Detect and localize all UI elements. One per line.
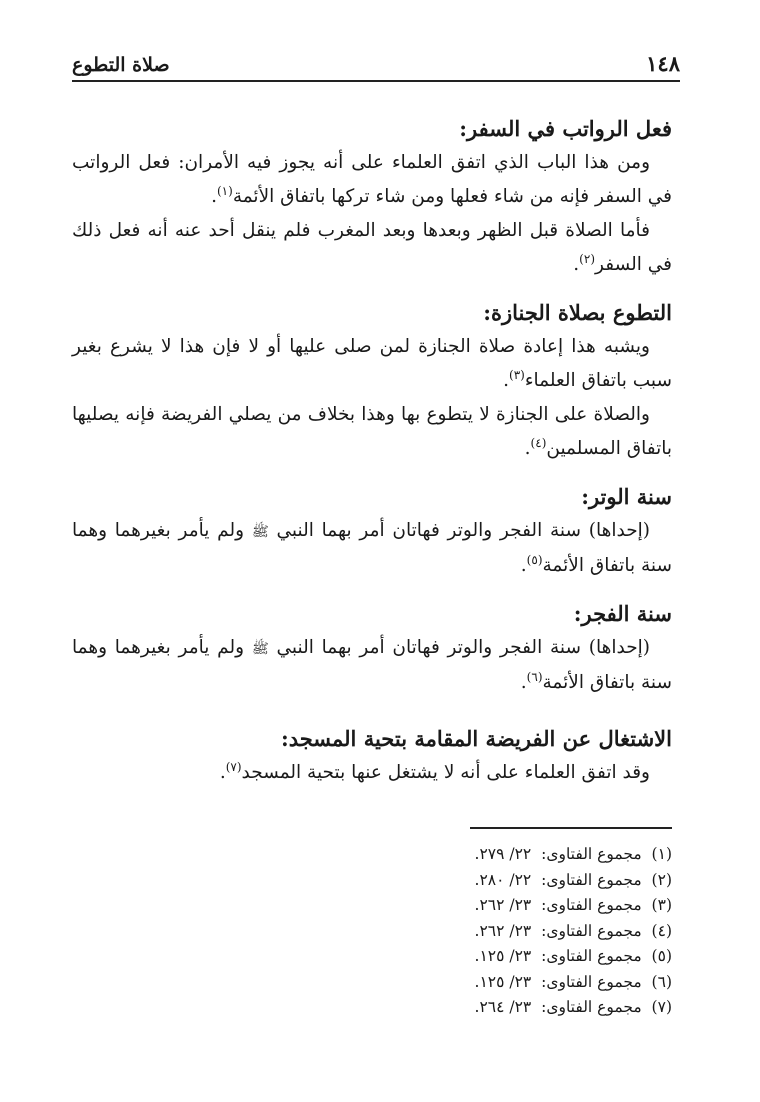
footnote-source: مجموع الفتاوى: bbox=[541, 947, 642, 965]
footnote-divider bbox=[470, 827, 672, 829]
paragraph-text: ولم يأمر بغيرهما وهما سنة باتفاق الأئمة bbox=[72, 520, 672, 576]
page-number: ١٤٨ bbox=[646, 51, 680, 76]
footnote-item bbox=[475, 893, 672, 919]
paragraph: فأما الصلاة قبل الظهر وبعدها وبعد المغرب فلم ينقل أحد عنه أنه فعل ذلك في السفر$^{(٢)}$. bbox=[72, 220, 672, 275]
paragraph-text: (إحداها) سنة الفجر والوتر فهاتان أمر بهما النبي bbox=[276, 637, 650, 658]
footnote-source: مجموع الفتاوى: bbox=[541, 845, 642, 863]
footnote-source: مجموع الفتاوى: bbox=[541, 896, 642, 914]
paragraph-text: ولم يأمر بغيرهما وهما سنة باتفاق الأئمة bbox=[72, 637, 672, 693]
footnote-item bbox=[475, 919, 672, 945]
section-tahiyyat-masjid bbox=[72, 722, 672, 790]
running-title: صلاة التطوع bbox=[72, 54, 170, 76]
footnote-marker: (٧) bbox=[225, 760, 242, 774]
body-text bbox=[72, 112, 672, 804]
footnote-marker: (١) bbox=[216, 184, 233, 198]
footnote-reference: ٢٣/ ٢٦٢. bbox=[474, 896, 532, 914]
footnote-number: (٢) bbox=[651, 870, 672, 889]
footnote-reference: ٢٢/ ٢٨٠. bbox=[474, 870, 532, 889]
section-heading: فعل الرواتب في السفر: bbox=[459, 116, 672, 141]
paragraph-text: (إحداها) سنة الفجر والوتر فهاتان أمر بهما النبي bbox=[276, 520, 650, 541]
paragraph-text: والصلاة على الجنازة لا يتطوع بها وهذا بخلاف من يصلي الفريضة فإنه يصليها باتفاق المسلمين bbox=[72, 404, 672, 459]
footnotes-list bbox=[475, 842, 672, 1021]
footnote-number: (٤) bbox=[651, 921, 672, 940]
footnote-marker: (٢) bbox=[579, 252, 595, 266]
paragraph: وقد اتفق العلماء على أنه لا يشتغل عنها بتحية المسجد$^{(٧)}$. bbox=[219, 760, 650, 783]
footnote-source: مجموع الفتاوى: bbox=[541, 921, 642, 940]
footnote-number: (٦) bbox=[651, 972, 672, 991]
section-rawatib-travel bbox=[72, 112, 672, 282]
footnote-reference: ٢٣/ ٢٦٤. bbox=[474, 998, 532, 1016]
footnote-marker: (٤) bbox=[530, 436, 547, 450]
footnote-source: مجموع الفتاوى: bbox=[541, 972, 642, 991]
paragraph: ومن هذا الباب الذي اتفق العلماء على أنه يجوز فيه الأمران: فعل الرواتب في السفر فإنه من شاء فعلها ومن شاء تركها باتفاق الأئمة$^{(١)}$. bbox=[72, 152, 672, 207]
footnote-reference: ٢٣/ ٢٦٢. bbox=[474, 921, 532, 940]
section-witr bbox=[72, 480, 672, 583]
salawat-symbol: ﷺ bbox=[251, 641, 269, 657]
section-heading: الاشتغال عن الفريضة المقامة بتحية المسجد: bbox=[280, 726, 672, 751]
footnote-number: (٣) bbox=[651, 896, 672, 914]
footnote-number: (٧) bbox=[651, 998, 672, 1016]
footnote-number: (١) bbox=[651, 845, 672, 863]
section-heading: سنة الفجر: bbox=[573, 601, 672, 626]
footnote-source: مجموع الفتاوى: bbox=[541, 998, 642, 1016]
footnote-marker: (٥) bbox=[526, 553, 543, 567]
paragraph: (إحداها) سنة الفجر والوتر فهاتان أمر بهما النبي ﷺ ولم يأمر بغيرهما وهما سنة باتفاق الأئمة$^{(٦)}$. bbox=[72, 637, 672, 693]
section-fajr bbox=[72, 597, 672, 700]
salawat-symbol: ﷺ bbox=[251, 524, 269, 540]
footnote-item bbox=[475, 944, 672, 970]
footnote-item bbox=[475, 842, 672, 868]
section-heading: سنة الوتر: bbox=[581, 484, 672, 509]
footnote-marker: (٦) bbox=[526, 670, 543, 684]
paragraph-text: وقد اتفق العلماء على أنه لا يشتغل عنها بتحية المسجد bbox=[241, 762, 650, 783]
footnote-item bbox=[475, 970, 672, 996]
footnote-reference: ٢٣/ ١٢٥. bbox=[474, 947, 532, 965]
footnote-item bbox=[475, 995, 672, 1021]
footnote-marker: (٣) bbox=[509, 368, 525, 382]
footnote-reference: ٢٣/ ١٢٥. bbox=[474, 972, 532, 991]
footnote-item bbox=[475, 868, 672, 894]
paragraph: ويشبه هذا إعادة صلاة الجنازة لمن صلى عليها أو لا فإن هذا لا يشرع بغير سبب باتفاق العلماء$^{(٣)}$. bbox=[72, 336, 672, 391]
section-janazah bbox=[72, 296, 672, 466]
footnote-number: (٥) bbox=[651, 947, 672, 965]
paragraph-text: فأما الصلاة قبل الظهر وبعدها وبعد المغرب فلم ينقل أحد عنه أنه فعل ذلك في السفر bbox=[72, 220, 672, 275]
paragraph: (إحداها) سنة الفجر والوتر فهاتان أمر بهما النبي ﷺ ولم يأمر بغيرهما وهما سنة باتفاق الأئمة$^{(٥)}$. bbox=[72, 520, 672, 576]
section-heading: التطوع بصلاة الجنازة: bbox=[483, 300, 672, 325]
footnote-reference: ٢٢/ ٢٧٩. bbox=[474, 845, 532, 863]
running-header bbox=[72, 42, 680, 82]
footnote-source: مجموع الفتاوى: bbox=[541, 870, 642, 889]
paragraph: والصلاة على الجنازة لا يتطوع بها وهذا بخلاف من يصلي الفريضة فإنه يصليها باتفاق المسلمين$^{(٤)}$. bbox=[72, 404, 672, 459]
paragraph-text: ومن هذا الباب الذي اتفق العلماء على أنه يجوز فيه الأمران: فعل الرواتب في السفر فإنه من شاء فعلها ومن شاء تركها باتفاق الأئمة bbox=[72, 152, 672, 207]
paragraph-text: ويشبه هذا إعادة صلاة الجنازة لمن صلى عليها أو لا فإن هذا لا يشرع بغير سبب باتفاق العلماء bbox=[72, 336, 672, 391]
